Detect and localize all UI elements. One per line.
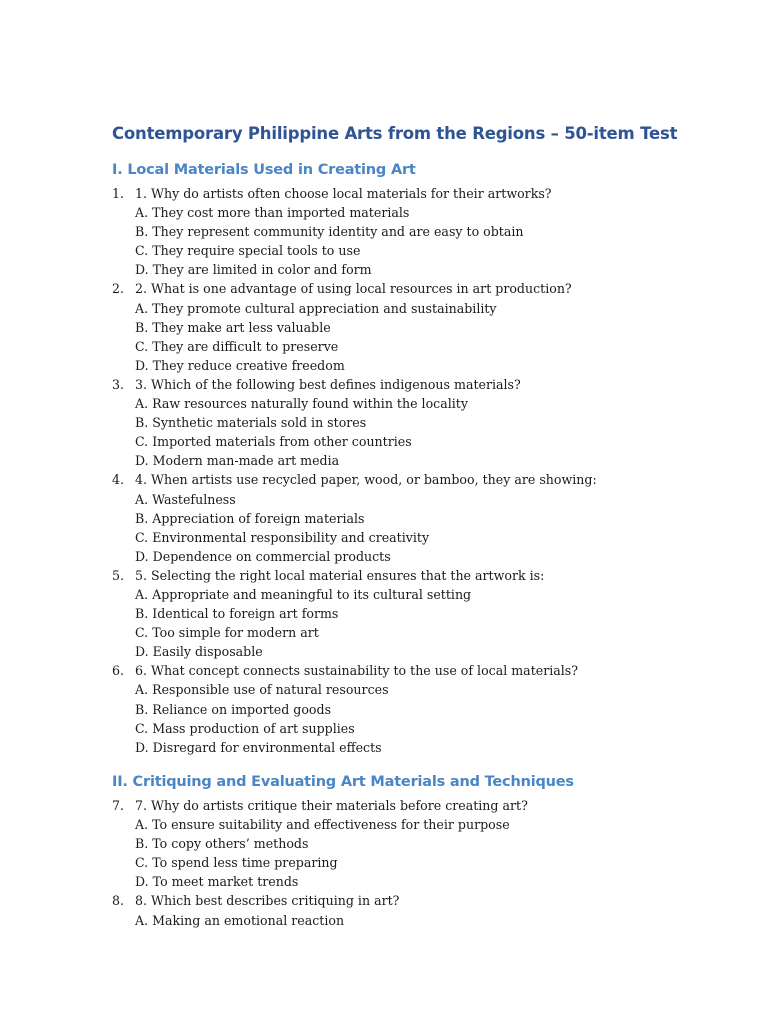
answer-option: A. Raw resources naturally found within the locality: [135, 396, 468, 412]
answer-option: D. They reduce creative freedom: [135, 357, 345, 373]
answer-option: B. They represent community identity and are easy to obtain: [135, 224, 524, 240]
answer-option: A. They promote cultural appreciation and sustainability: [135, 300, 497, 316]
question-number: 2.: [112, 281, 125, 297]
question-list-section-1: [112, 184, 712, 757]
answer-option: C. Too simple for modern art: [135, 625, 319, 641]
answer-option: C. Environmental responsibility and creativity: [135, 529, 430, 545]
question-item: [112, 661, 712, 756]
question-item: [112, 375, 712, 470]
section-heading-critiquing: II. Critiquing and Evaluating Art Materials and Techniques: [112, 774, 574, 790]
answer-option: B. Reliance on imported goods: [135, 701, 332, 717]
answer-option: D. Disregard for environmental effects: [135, 739, 382, 755]
question-item: [112, 279, 712, 374]
answer-option: D. Dependence on commercial products: [135, 548, 391, 564]
question-item: [112, 796, 712, 891]
answer-option: C. Mass production of art supplies: [135, 720, 355, 736]
answer-option: A. To ensure suitability and effectiveness for their purpose: [135, 817, 510, 833]
question-number: 3.: [112, 376, 125, 392]
answer-option: D. To meet market trends: [135, 874, 299, 890]
section-heading-local-materials: I. Local Materials Used in Creating Art: [112, 162, 416, 178]
answer-option: B. To copy others’ methods: [135, 836, 309, 852]
answer-option: A. Responsible use of natural resources: [135, 682, 389, 698]
document-title: Contemporary Philippine Arts from the Regions – 50-item Test: [112, 124, 678, 143]
answer-option: B. They make art less valuable: [135, 319, 331, 335]
question-item: [112, 470, 712, 565]
answer-option: A. Wastefulness: [135, 491, 236, 507]
question-text: 7. Why do artists critique their materials before creating art?: [135, 798, 528, 813]
answer-option: B. Synthetic materials sold in stores: [135, 415, 367, 431]
question-text: 1. Why do artists often choose local materials for their artworks?: [135, 186, 552, 201]
answer-option: C. Imported materials from other countries: [135, 434, 412, 450]
question-item: [112, 566, 712, 661]
answer-option: C. They are difficult to preserve: [135, 338, 339, 354]
question-item: [112, 184, 712, 279]
question-number: 6.: [112, 663, 125, 679]
question-number: 4.: [112, 472, 125, 488]
answer-option: D. Modern man-made art media: [135, 453, 340, 469]
answer-option: C. To spend less time preparing: [135, 855, 338, 871]
answer-option: A. They cost more than imported materials: [135, 205, 410, 221]
answer-option: D. They are limited in color and form: [135, 262, 372, 278]
question-number: 1.: [112, 186, 125, 201]
question-text: 5. Selecting the right local material ensures that the artwork is:: [135, 567, 545, 583]
question-text: 3. Which of the following best defines indigenous materials?: [135, 376, 521, 392]
question-text: 6. What concept connects sustainability to the use of local materials?: [135, 663, 579, 679]
question-text: 8. Which best describes critiquing in art?: [135, 893, 400, 909]
question-number: 7.: [112, 798, 125, 813]
question-text: 2. What is one advantage of using local resources in art production?: [135, 281, 572, 297]
answer-option: A. Appropriate and meaningful to its cultural setting: [135, 586, 472, 602]
question-number: 5.: [112, 567, 125, 583]
answer-option: B. Appreciation of foreign materials: [135, 510, 365, 526]
answer-option: C. They require special tools to use: [135, 243, 361, 259]
question-text: 4. When artists use recycled paper, wood, or bamboo, they are showing:: [135, 472, 597, 488]
answer-option: A. Making an emotional reaction: [135, 912, 345, 928]
question-item: [112, 891, 712, 929]
answer-option: B. Identical to foreign art forms: [135, 606, 339, 622]
question-number: 8.: [112, 893, 125, 909]
question-list-section-2: [112, 796, 712, 930]
answer-option: D. Easily disposable: [135, 644, 263, 660]
